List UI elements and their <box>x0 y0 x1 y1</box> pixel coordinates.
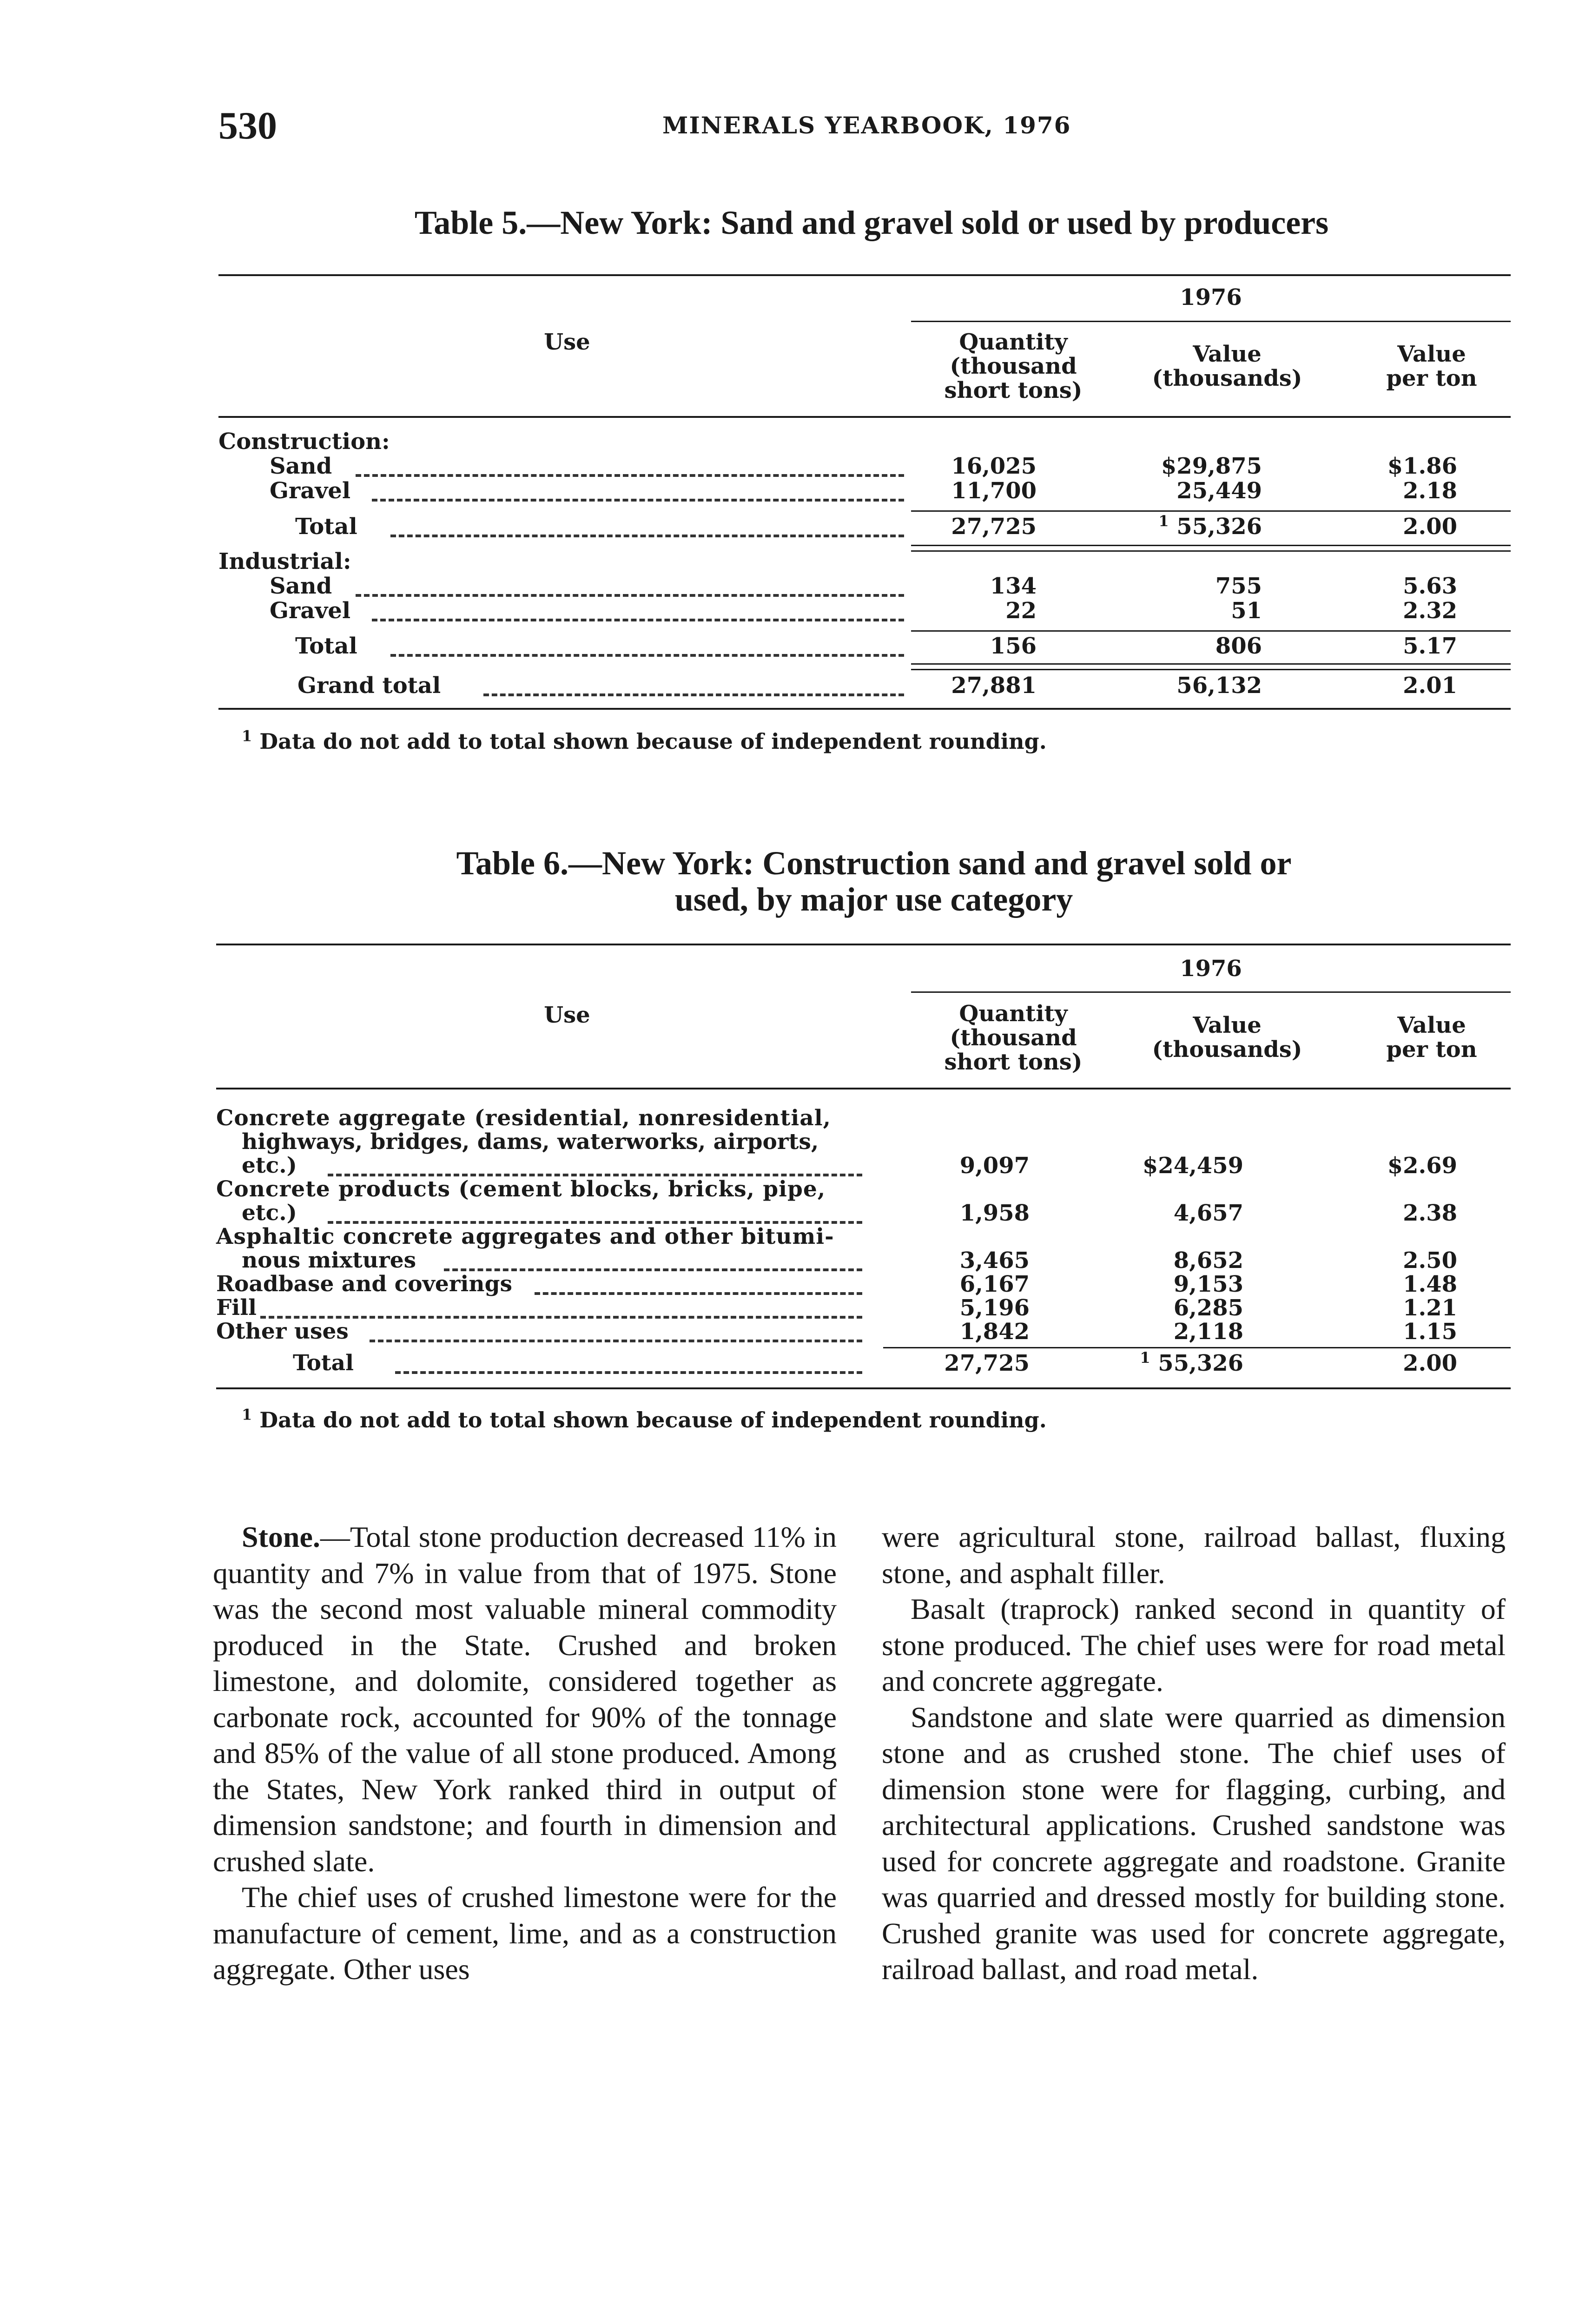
table5-leader <box>356 474 904 477</box>
table6-quantity: 27,725 <box>944 1350 1030 1376</box>
table5-row-label: Gravel <box>270 478 351 504</box>
table6-value: 2,118 <box>1173 1319 1243 1345</box>
table5-value: 25,449 <box>1176 478 1262 504</box>
continued-paragraph: were agricultural stone, railroad ballast, fluxing stone, and asphalt filler. <box>882 1520 1506 1590</box>
table5-value: 51 <box>1231 598 1262 624</box>
table6-value: 8,652 <box>1173 1248 1243 1274</box>
table5-leader <box>483 693 904 696</box>
table5-quantity: 16,025 <box>951 453 1037 479</box>
table5-header-rule <box>218 416 1511 418</box>
table6-value: $24,459 <box>1142 1153 1243 1179</box>
table6-year-rule <box>911 991 1511 993</box>
table6-per-ton: 1.21 <box>1403 1295 1457 1321</box>
table6-value: 6,285 <box>1173 1295 1243 1321</box>
table6-per-ton: 1.15 <box>1403 1319 1457 1345</box>
body-left-column <box>213 1519 837 1987</box>
table5-row-label: Total <box>295 514 357 540</box>
table5-subtotal-rule <box>911 630 1511 632</box>
table6-header-use: Use <box>544 1002 590 1028</box>
table6-label-line: Concrete products (cement blocks, bricks, pipe, <box>216 1176 826 1202</box>
stone-lead: Stone. <box>242 1520 320 1553</box>
table6-value: 4,657 <box>1173 1200 1243 1226</box>
table5-per-ton: 2.00 <box>1403 514 1457 540</box>
table5-double-rule-a <box>911 545 1511 546</box>
table6-top-rule <box>216 944 1511 945</box>
table6-label-line: etc.) <box>242 1200 297 1226</box>
table6-year: 1976 <box>1180 956 1242 982</box>
table6-per-ton: 2.00 <box>1403 1350 1457 1376</box>
table6-title: Table 6.—New York: Construction sand and gravel sold or used, by major use category <box>456 845 1292 918</box>
table6-quantity: 6,167 <box>959 1271 1030 1297</box>
table5-header-value: Value (thousands) <box>1152 341 1302 391</box>
table5-header-value-per-ton: Value per ton <box>1386 341 1477 391</box>
table6-label-line: Total <box>293 1350 354 1376</box>
table6-footnote: $^1$ Data do not add to total shown because of independent rounding. <box>242 1406 1047 1433</box>
table5-value: 806 <box>1215 633 1262 659</box>
table5-row-label: Grand total <box>297 673 441 699</box>
table6-label-line: Other uses <box>216 1319 349 1344</box>
table5-per-ton: 2.32 <box>1403 598 1457 624</box>
table5-quantity: 22 <box>1005 598 1037 624</box>
table6-per-ton: 2.50 <box>1403 1248 1457 1274</box>
table6-label-line: Roadbase and coverings <box>216 1271 512 1297</box>
table5-title: Table 5.—New York: Sand and gravel sold or used by producers <box>414 204 1329 241</box>
table5-per-ton: 2.18 <box>1403 478 1457 504</box>
table5-double-rule-a <box>911 663 1511 665</box>
table6-label-line: highways, bridges, dams, waterworks, airports, <box>242 1129 819 1155</box>
table5-bottom-rule <box>218 708 1511 710</box>
table6-per-ton: 1.48 <box>1403 1271 1457 1297</box>
running-head: MINERALS YEARBOOK, 1976 <box>662 112 1071 139</box>
table6-per-ton: 2.38 <box>1403 1200 1457 1226</box>
table6-label-line: etc.) <box>242 1153 297 1178</box>
table6-label-line: Asphaltic concrete aggregates and other bitumi- <box>216 1224 834 1249</box>
table6-leader <box>395 1371 862 1374</box>
sandstone-paragraph: Sandstone and slate were quarried as dimension stone and as crushed stone. The chief uses of dimension stone were for flagging, curbing, and architectural applications. Crushed sandstone was used for concrete aggregate and roadstone. Granite was quarried and dressed mostly for building stone. Crushed granite was used for concrete aggregate, railroad ballast, and road metal. <box>882 1700 1506 1986</box>
table5-leader <box>372 619 904 621</box>
table5-footnote: $^1$ Data do not add to total shown because of independent rounding. <box>242 727 1047 754</box>
table6-header-value-per-ton: Value per ton <box>1386 1012 1477 1063</box>
table6-quantity: 9,097 <box>959 1153 1030 1179</box>
table5-row-label: Sand <box>270 453 332 479</box>
table5-leader <box>390 654 904 657</box>
table5-per-ton: $1.86 <box>1387 453 1457 479</box>
table6-bottom-rule <box>216 1387 1511 1389</box>
table6-header-rule <box>216 1088 1511 1089</box>
table5-quantity: 134 <box>990 573 1037 599</box>
table5-value: $29,875 <box>1161 453 1262 479</box>
table5-subtotal-rule <box>911 510 1511 512</box>
table5-row-label: Total <box>295 633 357 659</box>
table5-per-ton: 2.01 <box>1403 673 1457 699</box>
table6-quantity: 5,196 <box>959 1295 1030 1321</box>
table5-leader <box>356 594 904 597</box>
body-right-column <box>882 1519 1506 1987</box>
table5-quantity: 11,700 <box>951 478 1037 504</box>
table5-value: 755 <box>1215 573 1262 599</box>
table6-leader <box>370 1340 862 1342</box>
table6-value: $^1$ 55,326 <box>1140 1349 1243 1376</box>
table6-label-line: nous mixtures <box>242 1248 416 1273</box>
table6-leader <box>535 1292 862 1295</box>
table5-value: $^1$ 55,326 <box>1158 512 1262 540</box>
table5-per-ton: 5.63 <box>1403 573 1457 599</box>
table6-header-value: Value (thousands) <box>1152 1012 1302 1063</box>
table6-per-ton: $2.69 <box>1387 1153 1457 1179</box>
table6-label-line: Concrete aggregate (residential, nonresidential, <box>216 1105 831 1131</box>
table5-header-use: Use <box>544 329 590 355</box>
table6-leader <box>260 1316 862 1319</box>
table6-label-line: Fill <box>216 1295 257 1320</box>
table5-header-quantity: Quantity (thousand short tons) <box>944 329 1083 403</box>
table5-row-label: Industrial: <box>218 548 351 574</box>
basalt-paragraph: Basalt (traprock) ranked second in quantity of stone produced. The chief uses were for road metal and concrete aggregate. <box>882 1592 1506 1697</box>
table5-year-rule <box>911 321 1511 322</box>
table6-total-rule <box>883 1347 1511 1348</box>
limestone-paragraph: The chief uses of crushed limestone were for the manufacture of cement, lime, and as a construction aggregate. Other uses <box>213 1881 837 1986</box>
table5-top-rule <box>218 274 1511 276</box>
table6-quantity: 1,958 <box>959 1200 1030 1226</box>
table5-double-rule-b <box>911 550 1511 552</box>
table5-row-label: Gravel <box>270 598 351 624</box>
table5-quantity: 27,881 <box>951 673 1037 699</box>
table5-per-ton: 5.17 <box>1403 633 1457 659</box>
table5-year: 1976 <box>1180 284 1242 310</box>
table5-value: 56,132 <box>1176 673 1262 699</box>
table5-double-rule-b <box>911 669 1511 670</box>
table5-row-label: Sand <box>270 573 332 599</box>
page-number: 530 <box>218 104 277 147</box>
table5-quantity: 156 <box>990 633 1037 659</box>
table6-header-quantity: Quantity (thousand short tons) <box>944 1001 1083 1075</box>
stone-paragraph: Stone.—Total stone production decreased 11% in quantity and 7% in value from that of 1975. Stone was the second most valuable mineral commodity produced in the State. Crushed and broken limestone, and dolomite, considered together as carbonate rock, accounted for 90% of the tonnage and 85% of the value of all stone produced. Among the States, New York ranked third in output of dimension sandstone; and fourth in dimension and crushed slate. <box>213 1520 837 1878</box>
table5-leader <box>390 535 904 537</box>
table5-quantity: 27,725 <box>951 514 1037 540</box>
table5-leader <box>372 499 904 502</box>
table5-row-label: Construction: <box>218 429 390 455</box>
table6-quantity: 3,465 <box>959 1248 1030 1274</box>
table6-quantity: 1,842 <box>959 1319 1030 1345</box>
table6-value: 9,153 <box>1173 1271 1243 1297</box>
